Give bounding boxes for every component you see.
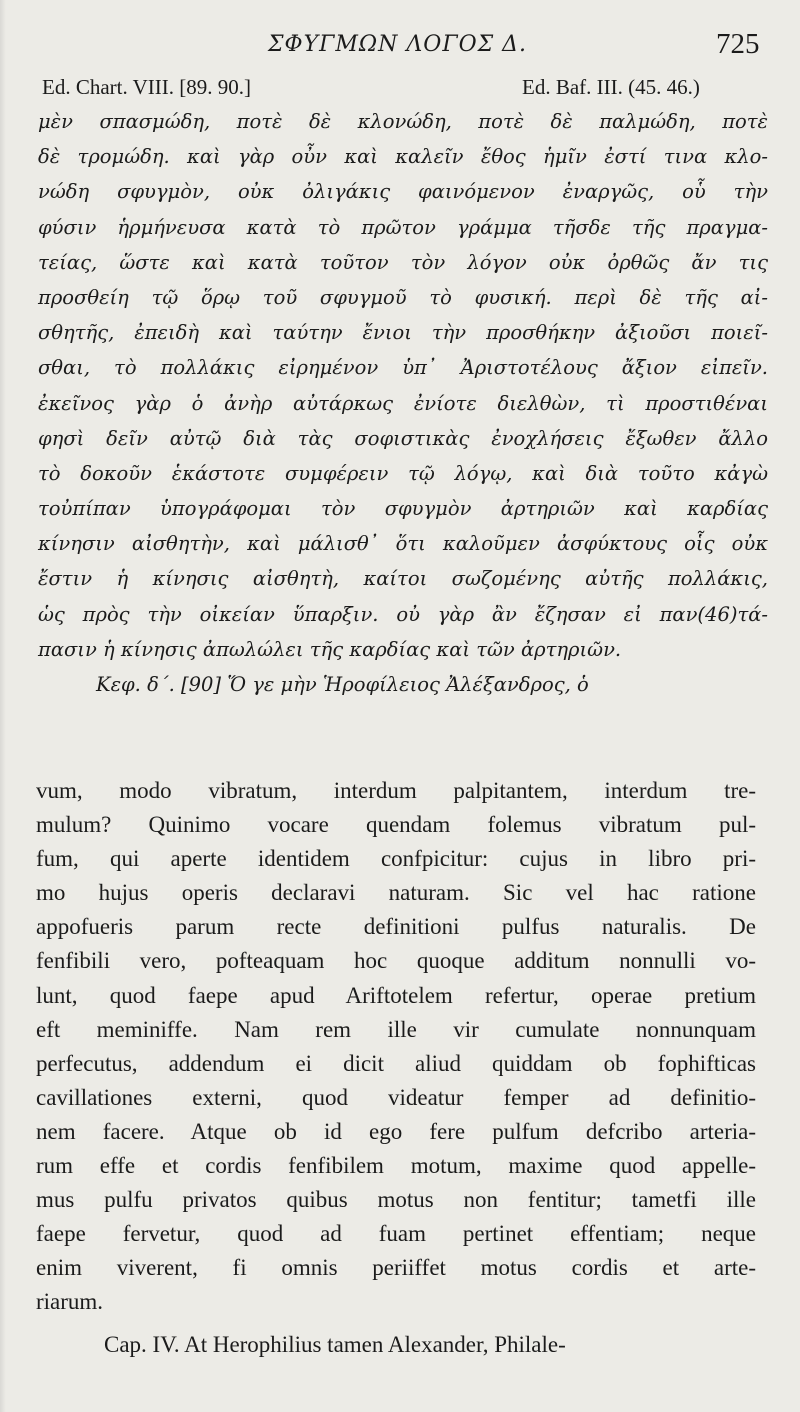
edition-reference-chartier: Ed. Chart. VIII. [89. 90.] [42,75,251,99]
greek-text-line: προσθείη τῷ ὅρῳ τοῦ σφυγμοῦ τὸ φυσική. περὶ δὲ τῆς αἰ- [38,285,768,309]
latin-text-line: mo hujus operis declaravi naturam. Sic vel hac ratione [36,880,756,906]
latin-text-line: eft meminiffe. Nam rem ille vir cumulate nonnunquam [36,1016,756,1042]
latin-text-line: fenfibili vero, pofteaquam hoc quoque additum nonnulli vo- [36,948,756,974]
greek-text-line: νώδη σφυγμὸν, οὐκ ὀλιγάκις φαινόμενον ἐναργῶς, οὗ τὴν [38,180,768,204]
latin-text-line: nem facere. Atque ob id ego fere pulfum defcribo arteria- [36,1118,756,1144]
latin-text-line: mus pulfu privatos quibus motus non fentitur; tametfi ille [36,1187,756,1213]
latin-text-block [36,774,756,1362]
edition-reference-basel: Ed. Baf. III. (45. 46.) [522,75,700,99]
latin-text-line: enim viverent, fi omnis periiffet motus cordis et arte- [36,1255,756,1281]
latin-text-line: cavillationes externi, quod videatur femper ad definitio- [36,1084,756,1110]
latin-text-line: appofueris parum recte definitioni pulfus naturalis. De [36,914,756,940]
latin-text-line: lunt, quod faepe apud Ariftotelem refertur, operae pretium [36,982,756,1008]
greek-text-line: ἐκεῖνος γὰρ ὁ ἀνὴρ αὐτάρκως ἐνίοτε διελθὼν, τὶ προστιθέναι [38,391,768,415]
greek-text-line: κίνησιν αἰσθητὴν, καὶ μάλισθ᾽ ὅτι καλοῦμεν ἀσφύκτους οἷς οὐκ [38,532,768,556]
latin-text-line: vum, modo vibratum, interdum palpitantem, interdum tre- [36,778,756,803]
greek-text-line: ἔστιν ἡ κίνησις αἰσθητὴ, καίτοι σωζομένης αὐτῆς πολλάκις, [38,567,768,591]
greek-text-line: φησὶ δεῖν αὐτῷ διὰ τὰς σοφιστικὰς ἐνοχλήσεις ἔξωθεν ἄλλο [38,426,768,450]
latin-text-line: riarum. [36,1289,104,1315]
latin-text-line: faepe fervetur, quod ad fuam pertinet effentiam; neque [36,1221,756,1247]
greek-text-line: σθαι, τὸ πολλάκις εἰρημένον ὑπ᾽ Ἀριστοτέλους ἄξιον εἰπεῖν. [38,356,768,380]
greek-text-line: σθητῆς, ἐπειδὴ καὶ ταύτην ἔνιοι τὴν προσθήκην ἀξιοῦσι ποιεῖ- [38,321,768,345]
greek-text-line: τὸ δοκοῦν ἑκάστοτε συμφέρειν τῷ λόγῳ, καὶ διὰ τοῦτο κἀγὼ [38,461,768,485]
edition-references [0,75,800,103]
running-header [0,30,800,64]
greek-chapter-heading: Κεφ. δ΄. [90] Ὅ γε μὴν Ἡροφίλειος Ἀλέξανδρος, ὁ [96,673,589,696]
greek-text-line: ὡς πρὸς τὴν οἰκείαν ὕπαρξιν. οὐ γὰρ ἂν ἔζησαν εἰ παν(46)τά- [38,602,768,626]
greek-text-block [38,104,768,702]
latin-text-line: mulum? Quinimo vocare quendam folemus vibratum pul- [36,812,756,838]
greek-text-line: δὲ τρομώδη. καὶ γὰρ οὖν καὶ καλεῖν ἔθος ἡμῖν ἐστί τινα κλο- [38,145,768,169]
latin-text-line: rum effe et cordis fenfibilem motum, maxime quod appelle- [36,1153,756,1179]
latin-text-line: perfecutus, addendum ei dicit aliud quiddam ob fophifticas [36,1050,756,1076]
latin-chapter-heading: Cap. IV. At Herophilius tamen Alexander, Philale- [104,1331,566,1357]
page-edge-shadow [0,0,6,1412]
running-title: ΣΦΥΓΜΩΝ ΛΟΓΟΣ Δ. [268,32,528,57]
greek-text-line: πασιν ἡ κίνησις ἀπωλώλει τῆς καρδίας καὶ τῶν ἀρτηριῶν. [38,637,622,661]
greek-text-line: τοὐπίπαν ὑπογράφομαι τὸν σφυγμὸν ἀρτηριῶν καὶ καρδίας [38,497,768,521]
page-number: 725 [716,28,760,60]
greek-text-line: μὲν σπασμώδη, ποτὲ δὲ κλονώδη, ποτὲ δὲ παλμώδη, ποτὲ [38,110,768,133]
latin-text-line: fum, qui aperte identidem confpicitur: cujus in libro pri- [36,846,756,872]
greek-text-line: τείας, ὥστε καὶ κατὰ τοῦτον τὸν λόγον οὐκ ὀρθῶς ἄν τις [38,250,768,274]
greek-text-line: φύσιν ἡρμήνευσα κατὰ τὸ πρῶτον γράμμα τῆσδε τῆς πραγμα- [38,215,768,239]
